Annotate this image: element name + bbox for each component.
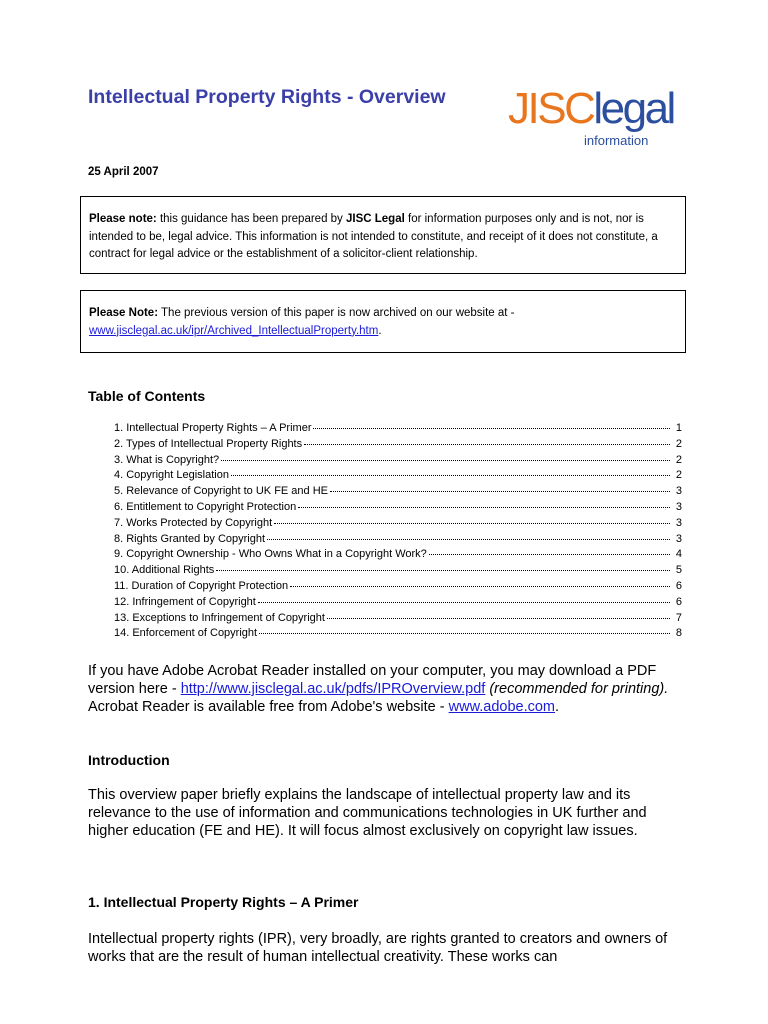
toc-entry-label: 5. Relevance of Copyright to UK FE and HE bbox=[114, 485, 328, 498]
toc-entry-label: 10. Additional Rights bbox=[114, 564, 215, 577]
toc-entry-page: 3 bbox=[675, 516, 682, 529]
disclaimer-org: JISC Legal bbox=[346, 213, 405, 225]
toc-leader-dots bbox=[274, 513, 670, 524]
toc-entry-label: 2. Types of Intellectual Property Rights bbox=[114, 437, 303, 450]
table-of-contents bbox=[114, 420, 682, 641]
toc-leader-dots bbox=[304, 434, 670, 445]
toc-entry-page: 2 bbox=[675, 469, 682, 482]
pdf-download-link[interactable]: http://www.jisclegal.ac.uk/pdfs/IPROverview.pdf bbox=[180, 681, 486, 697]
toc-leader-dots bbox=[259, 623, 670, 634]
toc-leader-dots bbox=[327, 608, 670, 619]
archive-note-box bbox=[80, 290, 686, 353]
toc-entry-page: 8 bbox=[675, 627, 682, 640]
toc-entry-label: 12. Infringement of Copyright bbox=[114, 595, 256, 608]
section1-heading: 1. Intellectual Property Rights – A Primer bbox=[88, 894, 359, 910]
toc-entry-page: 3 bbox=[675, 532, 682, 545]
toc-entry-label: 13. Exceptions to Infringement of Copyright bbox=[114, 611, 325, 624]
introduction-text: This overview paper briefly explains the landscape of intellectual property law and its relevance to the use of information and communications technologies in UK further and higher education (FE and HE). It will focus almost exclusively on copyright law issues. bbox=[88, 787, 647, 839]
toc-entry-label: 14. Enforcement of Copyright bbox=[114, 627, 258, 640]
toc-entry-page: 5 bbox=[675, 564, 682, 577]
disclaimer-text-a: this guidance has been prepared by bbox=[156, 213, 346, 225]
adobe-link[interactable]: www.adobe.com bbox=[448, 699, 556, 715]
toc-heading: Table of Contents bbox=[88, 388, 206, 404]
disclaimer-text-b: for information purposes only and is not, nor is intended to be, legal advice. This information is not intended to constitute, and receipt of it does not constitute, a contract for legal advice or the establishment of a solicitor-client relationship. bbox=[89, 213, 658, 260]
toc-leader-dots bbox=[313, 418, 670, 429]
toc-leader-dots bbox=[231, 465, 670, 476]
toc-entry-label: 11. Duration of Copyright Protection bbox=[114, 579, 289, 592]
toc-entry-label: 4. Copyright Legislation bbox=[114, 469, 229, 482]
toc-entry-page: 6 bbox=[675, 579, 682, 592]
toc-entry-label: 9. Copyright Ownership - Who Owns What in a Copyright Work? bbox=[114, 548, 427, 561]
toc-leader-dots bbox=[258, 592, 670, 603]
download-paragraph bbox=[88, 662, 688, 716]
archive-note-label: Please Note: bbox=[89, 307, 159, 319]
toc-entry-page: 3 bbox=[675, 485, 682, 498]
download-text-a: If you have Adobe Acrobat Reader installed on your computer, you may download a PDF version here - bbox=[88, 663, 657, 697]
toc-entry-label: 8. Rights Granted by Copyright bbox=[114, 532, 266, 545]
toc-entry-page: 7 bbox=[675, 611, 682, 624]
logo-legal-text: legal bbox=[593, 84, 674, 133]
toc-entry-page: 6 bbox=[675, 595, 682, 608]
toc-leader-dots bbox=[290, 576, 670, 587]
section1-text: Intellectual property rights (IPR), very broadly, are rights granted to creators and owners of works that are the result of human intellectual creativity. These works can bbox=[88, 931, 668, 965]
archive-link[interactable]: www.jisclegal.ac.uk/ipr/Archived_IntellectualProperty.htm bbox=[89, 324, 379, 337]
download-text-b: Acrobat Reader is available free from Adobe's website - bbox=[88, 699, 449, 715]
download-tail: . bbox=[555, 699, 560, 715]
logo-jisc-text: JISC bbox=[508, 84, 594, 133]
jisc-legal-logo bbox=[508, 84, 674, 152]
logo-subtitle: information bbox=[584, 133, 649, 148]
toc-entry-page: 2 bbox=[675, 437, 682, 450]
toc-entry-page: 4 bbox=[675, 548, 682, 561]
toc-leader-dots bbox=[221, 450, 670, 461]
disclaimer-box bbox=[80, 196, 686, 274]
toc-leader-dots bbox=[429, 544, 670, 555]
toc-entry-page: 3 bbox=[675, 500, 682, 513]
download-recommendation: (recommended for printing). bbox=[485, 681, 669, 697]
archive-note-text: The previous version of this paper is now archived on our website at - bbox=[158, 307, 515, 319]
toc-leader-dots bbox=[267, 529, 670, 540]
document-date: 25 April 2007 bbox=[88, 166, 159, 178]
toc-leader-dots bbox=[298, 497, 670, 508]
toc-entry-label: 6. Entitlement to Copyright Protection bbox=[114, 500, 297, 513]
toc-entry-label: 3. What is Copyright? bbox=[114, 453, 220, 466]
toc-entry-page: 1 bbox=[675, 422, 682, 434]
toc-leader-dots bbox=[216, 560, 670, 571]
toc-entry-label: 7. Works Protected by Copyright bbox=[114, 516, 273, 529]
introduction-heading: Introduction bbox=[88, 752, 170, 768]
disclaimer-label: Please note: bbox=[89, 213, 157, 225]
page-title: Intellectual Property Rights - Overview bbox=[88, 86, 446, 108]
toc-entry-page: 2 bbox=[675, 453, 682, 466]
archive-note-tail: . bbox=[378, 324, 382, 337]
toc-entry[interactable] bbox=[114, 625, 682, 641]
toc-leader-dots bbox=[330, 481, 670, 492]
toc-entry-label: 1. Intellectual Property Rights – A Primer bbox=[114, 422, 312, 434]
